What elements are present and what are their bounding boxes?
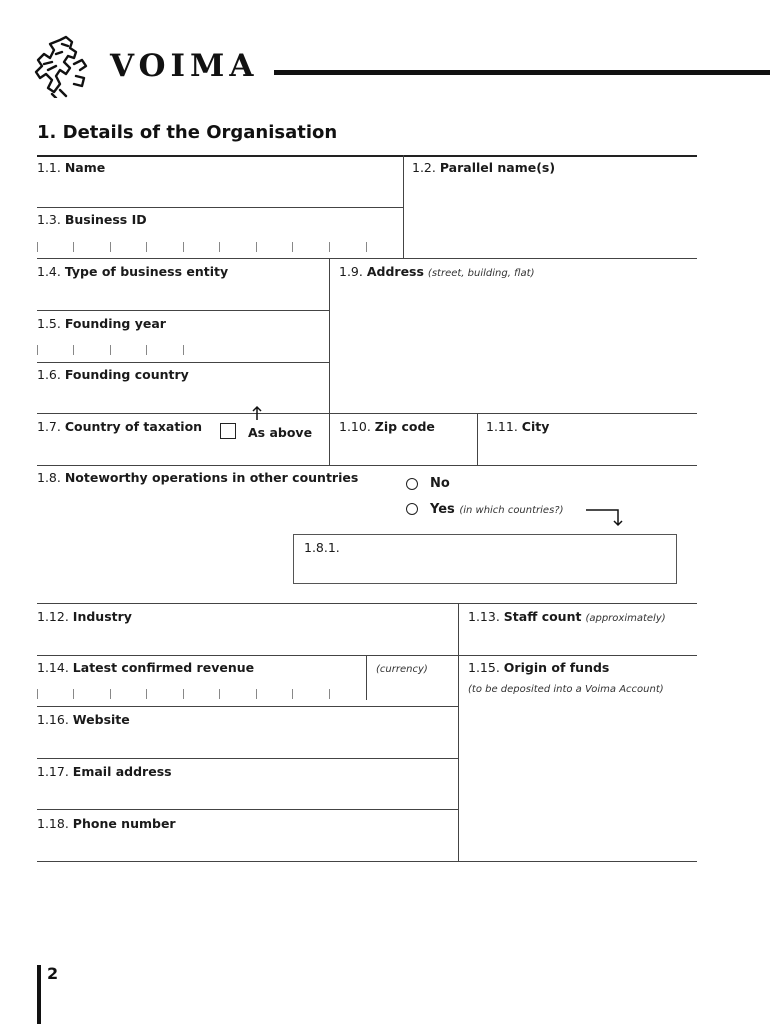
- row-rule: [37, 861, 697, 862]
- arrow-down-right-icon: [585, 506, 625, 528]
- field-email-label: 1.17. Email address: [37, 764, 172, 779]
- row-rule: [37, 207, 403, 208]
- brand-name: VOIMA: [110, 48, 259, 84]
- field-staff-count-label: 1.13. Staff count (approximately): [468, 609, 666, 624]
- section-title: 1. Details of the Organisation: [37, 122, 338, 143]
- field-business-id-label: 1.3. Business ID: [37, 212, 147, 227]
- column-rule: [477, 413, 478, 465]
- zip-code-input-area[interactable]: [332, 437, 475, 464]
- field-other-countries-label: 1.8. Noteworthy operations in other countries: [37, 470, 359, 485]
- field-parallel-names-label: 1.2. Parallel name(s): [412, 160, 556, 175]
- field-founding-country-label: 1.6. Founding country: [37, 367, 189, 382]
- operations-yes-label: Yes (in which countries?): [430, 502, 564, 517]
- row-rule: [37, 758, 458, 759]
- founding-year-char-boxes[interactable]: [37, 345, 187, 357]
- currency-hint: (currency): [376, 664, 428, 675]
- row-rule: [37, 655, 697, 656]
- operations-yes-radio[interactable]: [406, 503, 418, 515]
- operations-no-label: No: [430, 476, 450, 491]
- parallel-names-input-area[interactable]: [406, 178, 696, 256]
- column-rule: [329, 258, 330, 465]
- city-input-area[interactable]: [480, 437, 696, 464]
- header-rule: [274, 70, 770, 75]
- address-input-area[interactable]: [332, 282, 696, 412]
- griffin-lion-emblem-icon: [30, 34, 92, 98]
- field-revenue-label: 1.14. Latest confirmed revenue: [37, 660, 255, 675]
- arrow-up-icon: [251, 405, 263, 421]
- row-rule: [37, 413, 697, 414]
- page-number: 2: [47, 964, 59, 983]
- business-id-char-boxes[interactable]: [37, 242, 371, 254]
- field-website-label: 1.16. Website: [37, 712, 130, 727]
- as-above-checkbox[interactable]: [220, 423, 236, 439]
- founding-country-input-area[interactable]: [37, 385, 327, 412]
- row-rule: [37, 603, 697, 604]
- row-rule: [37, 258, 697, 259]
- operations-no-radio[interactable]: [406, 478, 418, 490]
- field-country-of-taxation-label: 1.7. Country of taxation: [37, 419, 203, 434]
- name-input-area[interactable]: [37, 178, 401, 206]
- column-rule: [458, 603, 459, 861]
- field-business-entity-label: 1.4. Type of business entity: [37, 264, 229, 279]
- table-top-rule: [37, 155, 697, 157]
- field-founding-year-label: 1.5. Founding year: [37, 316, 166, 331]
- origin-of-funds-input-area[interactable]: [461, 698, 696, 860]
- column-rule: [366, 655, 367, 700]
- column-rule: [403, 155, 404, 258]
- staff-count-input-area[interactable]: [461, 627, 696, 654]
- field-name-label: 1.1. Name: [37, 160, 106, 175]
- row-rule: [37, 706, 458, 707]
- website-input-area[interactable]: [37, 730, 456, 757]
- row-rule: [37, 362, 329, 363]
- field-phone-label: 1.18. Phone number: [37, 816, 176, 831]
- phone-input-area[interactable]: [37, 834, 456, 860]
- field-industry-label: 1.12. Industry: [37, 609, 132, 624]
- field-origin-of-funds-label: 1.15. Origin of funds: [468, 660, 610, 675]
- row-rule: [37, 310, 329, 311]
- revenue-char-boxes[interactable]: [37, 689, 337, 701]
- other-countries-input-box[interactable]: [293, 534, 677, 584]
- origin-of-funds-hint: (to be deposited into a Voima Account): [468, 684, 664, 695]
- page-marker-bar: [37, 965, 41, 1024]
- field-zip-code-label: 1.10. Zip code: [339, 419, 435, 434]
- industry-input-area[interactable]: [37, 627, 456, 654]
- row-rule: [37, 809, 458, 810]
- field-city-label: 1.11. City: [486, 419, 550, 434]
- as-above-label: As above: [248, 425, 313, 440]
- field-other-countries-detail-label: 1.8.1.: [304, 540, 340, 555]
- field-address-label: 1.9. Address (street, building, flat): [339, 264, 535, 279]
- currency-input-area[interactable]: [369, 678, 456, 704]
- email-input-area[interactable]: [37, 782, 456, 808]
- row-rule: [37, 465, 697, 466]
- business-entity-input-area[interactable]: [37, 282, 327, 309]
